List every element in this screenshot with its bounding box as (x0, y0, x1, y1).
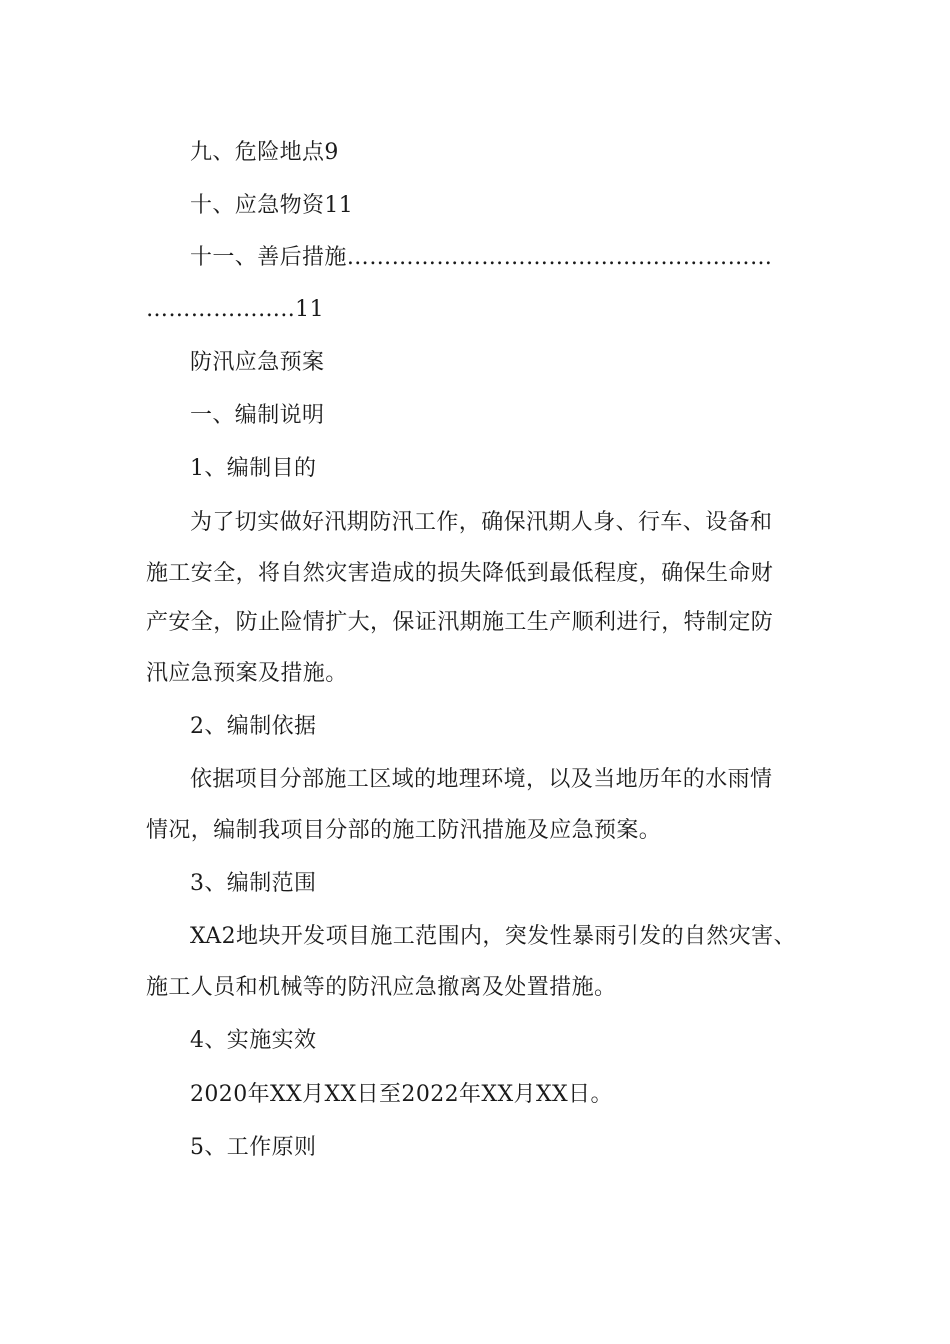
section-1-heading: 一、编制说明 (190, 403, 325, 428)
paragraph-line: 施工安全，将自然灾害造成的损失降低到最低程度，确保生命财 (146, 561, 774, 586)
subsection-5-heading: 5、工作原则 (190, 1135, 317, 1160)
toc-item-11-continued: ………………..11 (146, 297, 324, 322)
paragraph-line: 施工人员和机械等的防汛应急撤离及处置措施。 (146, 975, 617, 1000)
paragraph-line: XA2地块开发项目施工范围内，突发性暴雨引发的自然灾害、 (190, 924, 796, 949)
toc-item-9: 九、危险地点9 (190, 140, 339, 165)
paragraph-line: 产安全，防止险情扩大，保证汛期施工生产顺利进行，特制定防 (146, 610, 774, 635)
paragraph-line: 依据项目分部施工区域的地理环境，以及当地历年的水雨情 (190, 767, 773, 792)
paragraph-line: 为了切实做好汛期防汛工作，确保汛期人身、行车、设备和 (190, 510, 773, 535)
paragraph-line: 2020年XX月XX日至2022年XX月XX日。 (190, 1082, 613, 1107)
subsection-3-heading: 3、编制范围 (190, 871, 317, 896)
toc-item-11: 十一、善后措施………………………………………………… (190, 245, 773, 270)
document-title: 防汛应急预案 (190, 350, 325, 375)
paragraph-line: 汛应急预案及措施。 (146, 661, 348, 686)
subsection-2-heading: 2、编制依据 (190, 714, 317, 739)
subsection-1-heading: 1、编制目的 (190, 456, 317, 481)
paragraph-line: 情况，编制我项目分部的施工防汛措施及应急预案。 (146, 818, 662, 843)
subsection-4-heading: 4、实施实效 (190, 1028, 317, 1053)
toc-item-10: 十、应急物资11 (190, 193, 354, 218)
